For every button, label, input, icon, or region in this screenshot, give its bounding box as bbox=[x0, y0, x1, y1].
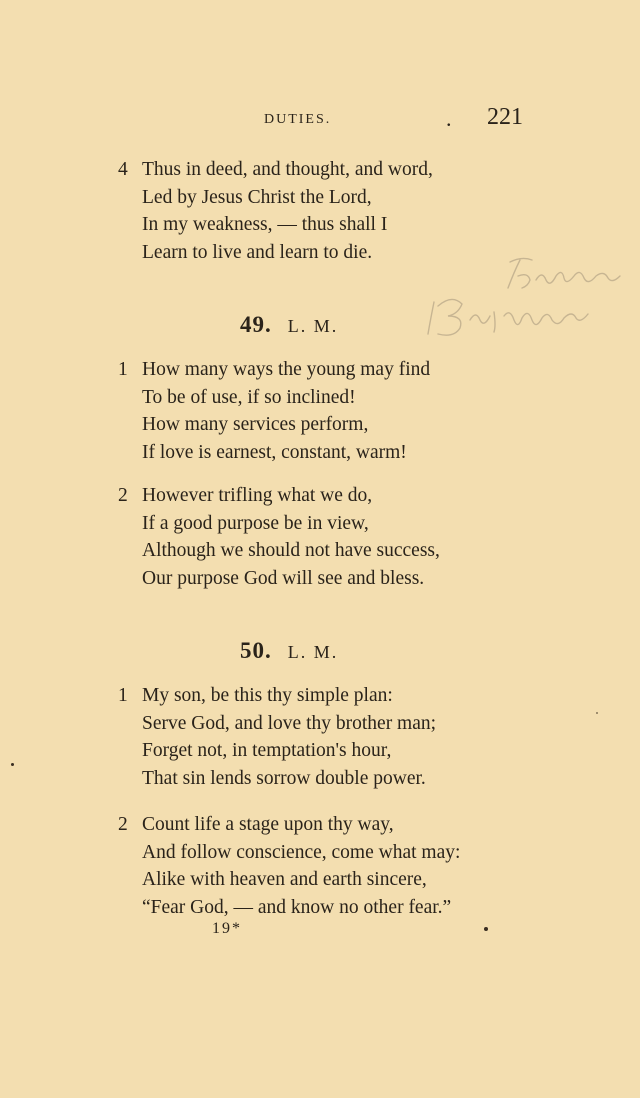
verse-line: To be of use, if so inclined! bbox=[142, 386, 356, 408]
ink-speck bbox=[596, 712, 598, 714]
signature-mark: 19* bbox=[212, 920, 242, 937]
hymn-50-stanza-1 bbox=[118, 682, 518, 792]
verse-line: Led by Jesus Christ the Lord, bbox=[142, 186, 372, 208]
verse-line: 1 How many ways the young may find bbox=[118, 356, 518, 384]
verse-line: In my weakness, — thus shall I bbox=[142, 214, 388, 235]
ink-speck bbox=[11, 763, 14, 766]
hymn-50-heading bbox=[240, 636, 338, 666]
hymn-meter: L. M. bbox=[287, 316, 339, 336]
verse-line: If love is earnest, constant, warm! bbox=[142, 441, 407, 463]
hymn-meter: L. M. bbox=[287, 642, 339, 662]
verse-line: That sin lends sorrow double power. bbox=[142, 767, 426, 789]
hymn-49-heading bbox=[240, 310, 338, 340]
stanza-number: 2 bbox=[118, 814, 128, 835]
verse-line: 4 Thus in deed, and thought, and word, bbox=[118, 156, 518, 184]
hymn-50-stanza-2 bbox=[118, 811, 518, 921]
stanza-number: 2 bbox=[118, 485, 128, 506]
ink-speck bbox=[484, 927, 488, 931]
verse-line: Alike with heaven and earth sincere, bbox=[142, 869, 427, 890]
verse-line: Forget not, in temptation's hour, bbox=[142, 740, 392, 761]
pencil-handwriting bbox=[422, 250, 640, 370]
verse-line: Learn to live and learn to die. bbox=[142, 241, 373, 263]
hymn-number: 49. bbox=[240, 312, 272, 337]
verse-line: Our purpose God will see and bless. bbox=[142, 567, 425, 589]
hymn-49-stanza-1 bbox=[118, 356, 518, 466]
stanza-number: 4 bbox=[118, 159, 128, 180]
verse-line: 1 My son, be this thy simple plan: bbox=[118, 682, 518, 710]
stanza-number: 1 bbox=[118, 685, 128, 706]
verse-line: Although we should not have success, bbox=[142, 540, 440, 561]
verse-line: If a good purpose be in view, bbox=[142, 512, 369, 534]
page-header bbox=[0, 104, 640, 134]
verse-line: Serve God, and love thy brother man; bbox=[142, 712, 437, 734]
verse-line: “Fear God, — and know no other fear.” bbox=[142, 896, 452, 918]
stanza-number: 1 bbox=[118, 359, 128, 380]
verse-line: And follow conscience, come what may: bbox=[142, 841, 461, 863]
verse-line: How many services perform, bbox=[142, 414, 369, 435]
verse-line: 2 However trifling what we do, bbox=[118, 482, 518, 510]
hymn-49-stanza-2 bbox=[118, 482, 518, 592]
hymn-number: 50. bbox=[240, 638, 272, 663]
running-head: DUTIES. bbox=[264, 112, 332, 127]
header-dot: . bbox=[446, 106, 452, 131]
verse-line: 2 Count life a stage upon thy way, bbox=[118, 811, 518, 839]
page-number: 221 bbox=[487, 104, 523, 130]
